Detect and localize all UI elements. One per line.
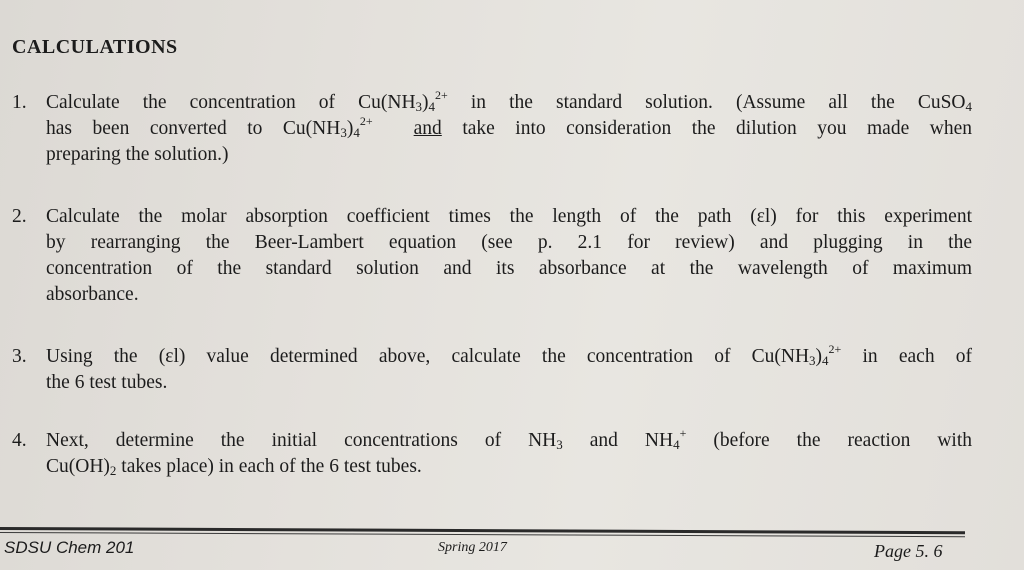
item-number: 2.: [12, 206, 27, 227]
list-item-3: [12, 344, 972, 396]
item-text: [46, 90, 972, 168]
footer-course: SDSU Chem 201: [4, 538, 135, 557]
item-line: absorbance.: [46, 284, 139, 305]
item-line: the 6 test tubes.: [46, 372, 168, 393]
item-line: has been converted to $Cu(NH_3)_4^{2+}$ and take into consideration the dilution you made when: [46, 114, 972, 140]
item-line: Calculate the concentration of $Cu(NH_3)_4^{2+}$ in the standard solution. (Assume all the CuSO$_4$: [46, 88, 972, 114]
item-number: 4.: [12, 430, 27, 451]
list-item-1: [12, 90, 972, 168]
item-line: Next, determine the initial concentrations of $NH_3$ and $NH_4^+$ (before the reaction with: [46, 426, 972, 452]
section-heading: CALCULATIONS: [12, 36, 178, 58]
list-item-2: [12, 204, 972, 308]
footer-term: Spring 2017: [438, 540, 507, 555]
item-line: preparing the solution.): [46, 144, 229, 165]
item-text: [46, 204, 972, 308]
item-line: Calculate the molar absorption coefficient times the length of the path (εl) for this experiment: [46, 206, 972, 227]
item-number: 1.: [12, 92, 27, 113]
item-text: [46, 428, 972, 480]
item-line: $Cu(OH)_2$ takes place) in each of the 6 test tubes.: [46, 456, 422, 478]
item-line: Using the (εl) value determined above, calculate the concentration of $Cu(NH_3)_4^{2+}$ in each of: [46, 342, 972, 368]
item-text: [46, 344, 972, 396]
item-number: 3.: [12, 346, 27, 367]
list-item-4: [12, 428, 972, 480]
item-line: concentration of the standard solution and its absorbance at the wavelength of maximum: [46, 258, 972, 279]
item-line: by rearranging the Beer-Lambert equation (see p. 2.1 for review) and plugging in the: [46, 232, 972, 253]
footer-page-number: Page 5. 6: [874, 541, 943, 561]
